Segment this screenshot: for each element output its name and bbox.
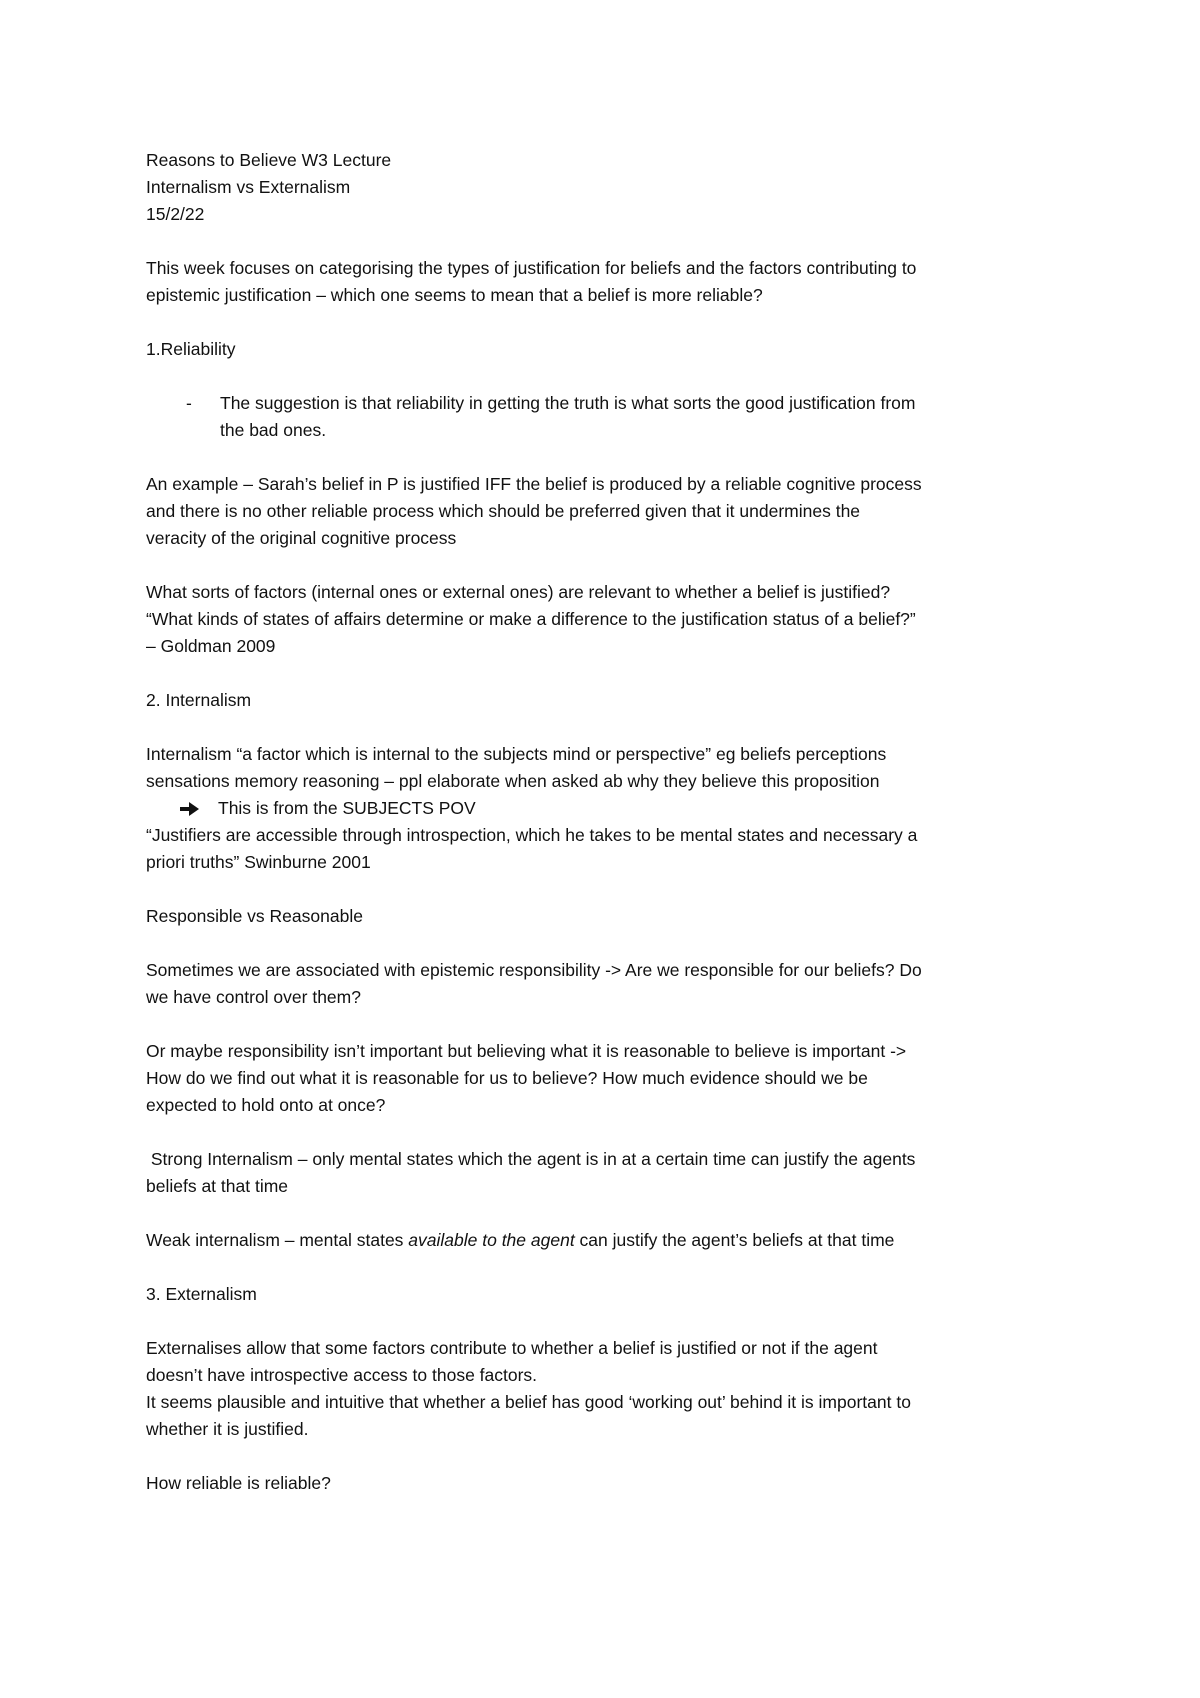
closing-question: How reliable is reliable? bbox=[146, 1473, 331, 1493]
weak-internalism-text: can justify the agent’s beliefs at that time bbox=[574, 1230, 895, 1250]
document-subtitle: Internalism vs Externalism bbox=[146, 177, 351, 197]
bullet-line: The suggestion is that reliability in getting the truth is what sorts the good justification from bbox=[220, 393, 916, 413]
section-heading-reliability: 1.Reliability bbox=[146, 339, 236, 359]
paragraph-line: It seems plausible and intuitive that whether a belief has good ‘working out’ behind it is important to bbox=[146, 1392, 911, 1412]
arrow-bullet bbox=[146, 795, 1076, 822]
strong-internalism-line: beliefs at that time bbox=[146, 1176, 289, 1196]
paragraph-line: Sometimes we are associated with epistemic responsibility -> Are we responsible for our beliefs? Do bbox=[146, 960, 922, 980]
paragraph-line: expected to hold onto at once? bbox=[146, 1095, 386, 1115]
paragraph-line: Or maybe responsibility isn’t important but believing what it is reasonable to believe is important -> bbox=[146, 1041, 907, 1061]
document-title: Reasons to Believe W3 Lecture bbox=[146, 150, 392, 170]
arrow-bullet-text: This is from the SUBJECTS POV bbox=[218, 798, 476, 818]
section-heading-internalism: 2. Internalism bbox=[146, 690, 252, 710]
paragraph-line: Externalises allow that some factors contribute to whether a belief is justified or not if the agent bbox=[146, 1338, 878, 1358]
citation-line: – Goldman 2009 bbox=[146, 636, 276, 656]
paragraph-line: How do we find out what it is reasonable for us to believe? How much evidence should we be bbox=[146, 1068, 868, 1088]
quote-line: “What kinds of states of affairs determine or make a difference to the justification status of a belief?” bbox=[146, 609, 916, 629]
bullet-dash: - bbox=[186, 393, 192, 413]
quote-line: priori truths” Swinburne 2001 bbox=[146, 852, 371, 872]
subheading-responsible-reasonable: Responsible vs Reasonable bbox=[146, 906, 363, 926]
example-line: veracity of the original cognitive process bbox=[146, 528, 457, 548]
definition-line: Internalism “a factor which is internal to the subjects mind or perspective” eg beliefs perceptions bbox=[146, 744, 887, 764]
paragraph-line: whether it is justified. bbox=[146, 1419, 309, 1439]
intro-line: This week focuses on categorising the types of justification for beliefs and the factors contributing to bbox=[146, 258, 917, 278]
document-page bbox=[146, 147, 1076, 1497]
bullet-item bbox=[146, 390, 1076, 444]
right-arrow-icon bbox=[180, 801, 218, 817]
document-date: 15/2/22 bbox=[146, 204, 205, 224]
example-line: and there is no other reliable process which should be preferred given that it undermines the bbox=[146, 501, 861, 521]
definition-line: sensations memory reasoning – ppl elaborate when asked ab why they believe this proposition bbox=[146, 771, 880, 791]
weak-internalism-emphasis: available to the agent bbox=[408, 1230, 575, 1250]
weak-internalism-line bbox=[146, 1227, 1076, 1254]
weak-internalism-text: Weak internalism – mental states bbox=[146, 1230, 409, 1250]
paragraph-line: doesn’t have introspective access to those factors. bbox=[146, 1365, 538, 1385]
intro-line: epistemic justification – which one seems to mean that a belief is more reliable? bbox=[146, 285, 763, 305]
paragraph-line: we have control over them? bbox=[146, 987, 361, 1007]
question-line: What sorts of factors (internal ones or external ones) are relevant to whether a belief is justified? bbox=[146, 582, 891, 602]
quote-line: “Justifiers are accessible through introspection, which he takes to be mental states and necessary a bbox=[146, 825, 918, 845]
section-heading-externalism: 3. Externalism bbox=[146, 1284, 257, 1304]
strong-internalism-line: Strong Internalism – only mental states which the agent is in at a certain time can justify the agents bbox=[146, 1149, 916, 1169]
example-line: An example – Sarah’s belief in P is justified IFF the belief is produced by a reliable cognitive process bbox=[146, 474, 922, 494]
bullet-line: the bad ones. bbox=[220, 420, 327, 440]
